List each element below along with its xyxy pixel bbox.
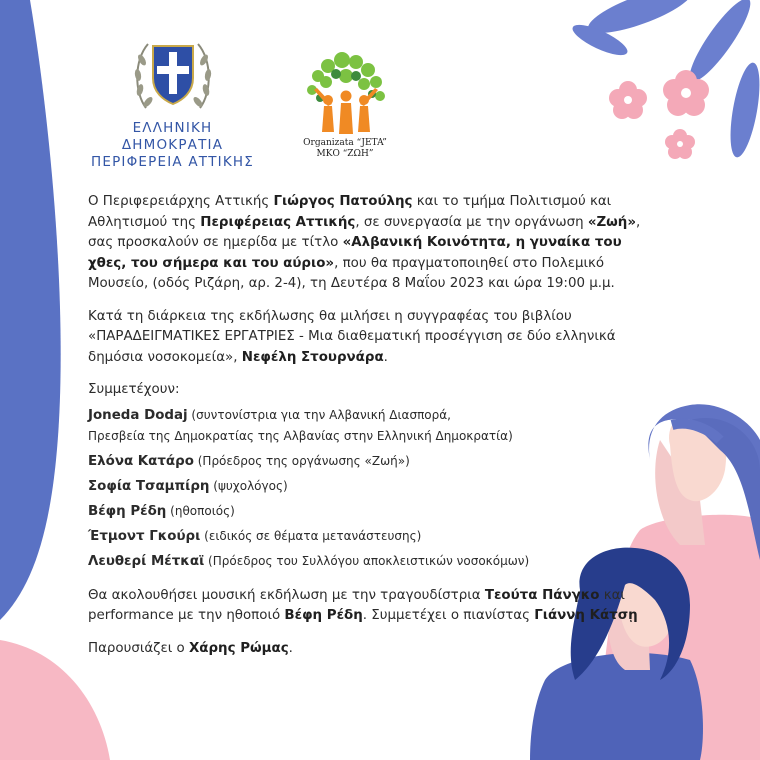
singer-name: Τεούτα Πάνγκο xyxy=(484,587,600,603)
gov-line-2: ΠΕΡΙΦΕΡΕΙΑ ΑΤΤΙΚΗΣ xyxy=(91,154,254,170)
participant-item xyxy=(88,451,658,472)
org-line-2: ΜΚΟ “ΖΩΗ” xyxy=(316,149,374,159)
organization-name: «Ζωή» xyxy=(587,214,636,230)
greek-emblem-icon xyxy=(128,30,218,120)
governor-name: Γιώργος Πατούλης xyxy=(273,194,413,209)
music-paragraph xyxy=(88,586,658,627)
org-line-1: Organizata “JETA” xyxy=(303,138,387,148)
pianist-name: Γιάννη Κάτσῃ xyxy=(534,608,638,623)
host-text-1: Παρουσιάζει ο xyxy=(88,640,189,656)
event-title: «Αλβανική Κοινότητα, η γυναίκα του χθες, του σήμερα και του αύριο» xyxy=(88,235,622,271)
participant-role: (ψυχολόγος) xyxy=(209,478,288,493)
top-right-leaves xyxy=(569,0,760,159)
participant-name: Έτμοντ Γκούρι xyxy=(88,528,201,544)
participant-name: Joneda Dodaj xyxy=(88,407,188,423)
speaker-text-1: Κατά τη διάρκεια της εκδήλωσης θα μιλήσει η συγγραφέας του βιβλίου «ΠΑΡΑΔΕΙΓΜΑΤΙΚΕΣ ΕΡΓΑΤΡΙΕΣ - Μια διαθεματική προσέγγιση σε δύο ελληνικά δημόσια νοσοκομεία», xyxy=(88,308,616,365)
participant-item xyxy=(88,476,658,497)
speaker-text-2: . xyxy=(383,349,388,365)
speaker-paragraph xyxy=(88,307,658,369)
jeta-organization-logo xyxy=(290,48,400,160)
host-paragraph xyxy=(88,639,658,660)
greek-republic-logo xyxy=(85,30,260,171)
participant-name: Ελόνα Κατάρο xyxy=(88,453,194,469)
speaker-name: Νεφέλη Στουρνάρα xyxy=(241,349,384,365)
participant-item xyxy=(88,501,658,522)
intro-text-2: και το τμήμα Πολιτισμού και Αθλητισμού της xyxy=(88,194,612,230)
participant-role-line-2: Πρεσβεία της Δημοκρατίας της Αλβανίας στην Ελληνική Δημοκρατία) xyxy=(88,428,513,443)
tree-people-icon xyxy=(298,48,393,138)
participants-list xyxy=(88,405,658,572)
invitation-text xyxy=(88,192,658,671)
participant-role: (ειδικός σε θέματα μετανάστευσης) xyxy=(200,528,422,543)
participant-role: (Πρόεδρος του Συλλόγου αποκλειστικών νοσοκόμων) xyxy=(204,553,530,568)
participant-name: Σοφία Τσαμπίρη xyxy=(88,478,210,494)
music-text-2: και performance με την ηθοποιό xyxy=(88,587,625,623)
host-name: Χάρης Ρώμας xyxy=(188,640,289,656)
intro-text-4: , σας προσκαλούν σε ημερίδα με τίτλο xyxy=(88,214,641,250)
participant-item xyxy=(88,526,658,547)
top-right-flowers xyxy=(609,70,709,159)
region-name: Περιφέρειας Αττικής xyxy=(200,214,356,230)
left-blue-swoosh xyxy=(0,0,61,620)
intro-text-3: , σε συνεργασία με την οργάνωση xyxy=(355,214,588,230)
participant-role: (ηθοποιός) xyxy=(166,503,235,518)
intro-text-1: Ο Περιφερειάρχης Αττικής xyxy=(88,194,274,209)
participant-item xyxy=(88,551,658,572)
participant-role: (Πρόεδρος της οργάνωσης «Ζωή») xyxy=(193,453,410,468)
participant-name: Λευθερί Μέτκαϊ xyxy=(88,553,205,569)
host-text-2: . xyxy=(288,640,293,656)
music-text-1: Θα ακολουθήσει μουσική εκδήλωση με την τραγουδίστρια xyxy=(88,587,485,603)
participant-name: Βέφη Ρέδη xyxy=(88,503,167,519)
actress-name: Βέφη Ρέδη xyxy=(284,608,363,623)
intro-text-5: , που θα πραγματοποιηθεί στο Πολεμικό Μουσείο, (οδός Ριζάρη, αρ. 2-4), τη Δευτέρα 8 Μαΐου 2023 και ώρα 19:00 μ.μ. xyxy=(88,255,615,291)
music-text-3: . Συμμετέχει ο πιανίστας xyxy=(362,608,535,623)
participant-role: (συντονίστρια για την Αλβανική Διασπορά, xyxy=(187,407,451,422)
gov-line-1: ΕΛΛΗΝΙΚΗ ΔΗΜΟΚΡΑΤΙΑ xyxy=(121,120,224,153)
participant-item xyxy=(88,405,658,447)
intro-paragraph xyxy=(88,192,658,295)
participants-heading: Συμμετέχουν: xyxy=(88,382,180,397)
